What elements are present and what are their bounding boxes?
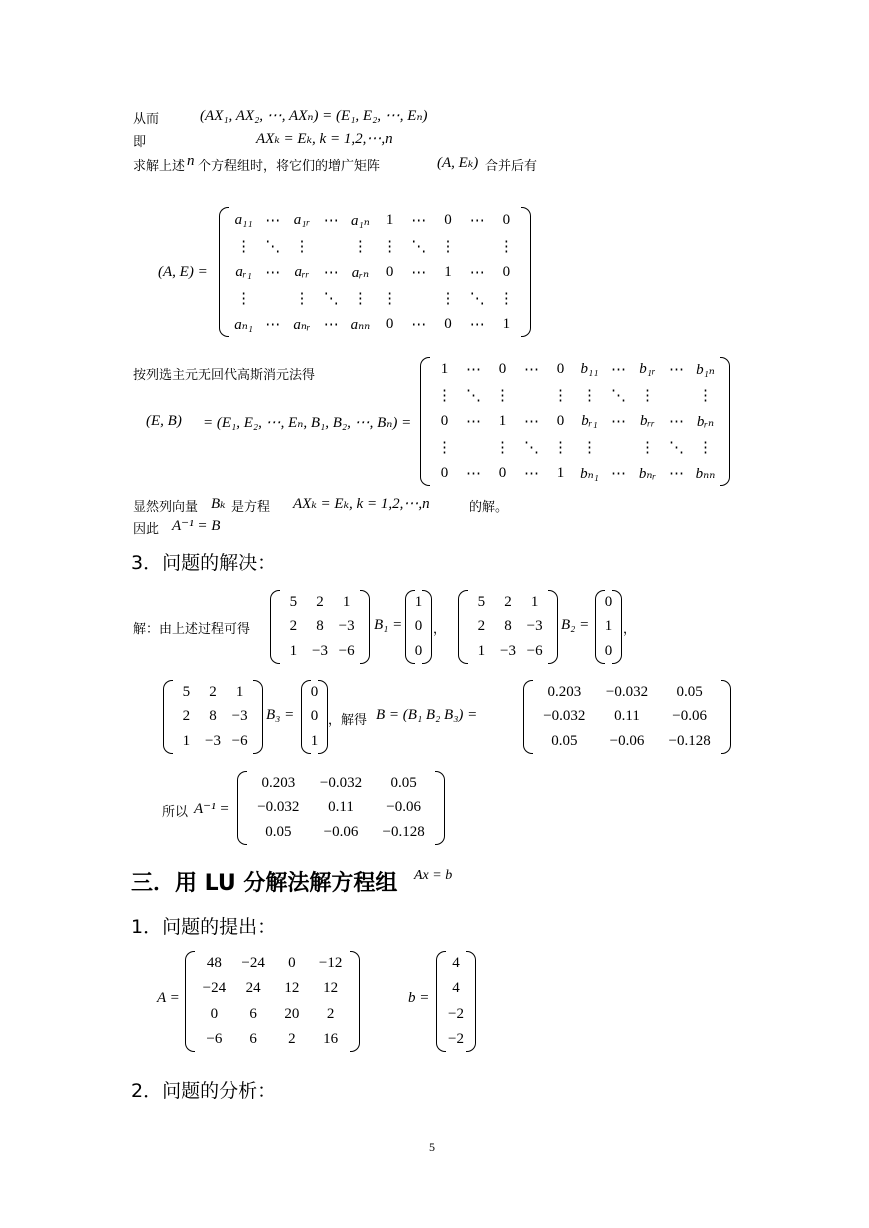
matrix-cell: 1: [530, 593, 539, 610]
text-col-c: 的解。: [469, 500, 509, 515]
matrix-cell: ⋮: [440, 238, 456, 255]
matrix-cell: −0.032: [257, 799, 300, 816]
matrix-cell: ⋯: [669, 362, 684, 379]
matrix-cell: 0.11: [328, 799, 354, 816]
matrix-cell: −3: [338, 618, 355, 635]
matrix-cell: aₙ₁: [234, 316, 253, 333]
matrix-cell: 0: [498, 361, 507, 378]
matrix-cell: 1: [235, 683, 244, 700]
section-heading-3: 3．问题的解决：: [131, 552, 277, 574]
matrix-m-2: [458, 590, 558, 664]
matrix-cell: 1: [310, 733, 319, 750]
matrix-cell: 2: [289, 618, 298, 635]
matrix-cell: 12: [284, 980, 300, 997]
matrix-cell: −3: [312, 643, 328, 660]
matrix-m-3: [163, 680, 263, 754]
matrix-cell: [517, 383, 546, 409]
matrix-m-1: [270, 590, 370, 664]
matrix-cell: −2: [448, 1030, 464, 1047]
matrix-cell: ⋯: [611, 362, 626, 379]
matrix-cell: 0: [310, 683, 319, 700]
matrix-cell: 0: [440, 464, 449, 481]
matrix-cell: ⋱: [466, 388, 481, 405]
matrix-cell: −0.128: [668, 733, 711, 750]
matrix-a: [185, 951, 360, 1052]
matrix-cell: bₙ₁: [580, 465, 599, 482]
text-so: 所以: [162, 805, 189, 820]
b-label: b =: [408, 990, 430, 1006]
matrix-cell: b₁ₙ: [696, 362, 715, 379]
matrix-cell: bₙₙ: [695, 465, 716, 482]
b2-label: B₂ =: [561, 617, 590, 633]
matrix-cell: 1: [414, 593, 423, 610]
matrix-cell: 24: [245, 980, 261, 997]
matrix-cell: ⋯: [265, 264, 281, 281]
matrix-cell: aᵣₙ: [351, 264, 370, 281]
matrix-cell: ⋯: [669, 413, 684, 430]
part-three-title: 三．用 LU 分解法解方程组: [131, 871, 398, 896]
matrix-cell: 16: [323, 1030, 339, 1047]
matrix-cell: ⋯: [524, 362, 539, 379]
matrix-cell: ⋮: [582, 439, 597, 456]
matrix-cell: ⋮: [498, 290, 514, 307]
matrix-cell: aₙᵣ: [293, 316, 311, 333]
matrix-cell: 0: [604, 643, 613, 660]
matrix-cell: [317, 233, 346, 259]
comma-2: ，: [623, 622, 637, 637]
matrix-cell: 4: [452, 955, 460, 972]
matrix-cell: b₁₁: [580, 361, 599, 378]
matrix-cell: 1: [556, 464, 565, 481]
matrix-cell: 0: [444, 315, 452, 332]
matrix-cell: 2: [182, 708, 191, 725]
matrix-cell: 0: [556, 361, 565, 378]
matrix-cell: 0: [444, 211, 452, 228]
eq-b-def: B = (B₁ B₂ B₃) =: [376, 707, 478, 723]
matrix-cell: ⋮: [553, 439, 568, 456]
matrix-cell: −2: [448, 1005, 464, 1022]
matrix-cell: ⋮: [640, 388, 655, 405]
text-solve-get: ，解得: [328, 713, 368, 728]
matrix-cell: −3: [500, 643, 516, 660]
matrix-cell: 1: [477, 643, 486, 660]
eq-ax-equals-e: (AX₁, AX₂, ⋯, AXₙ) = (E₁, E₂, ⋯, Eₙ): [200, 108, 428, 124]
matrix-cell: ⋮: [440, 290, 456, 307]
matrix-cell: ⋱: [524, 439, 539, 456]
matrix-cell: ⋮: [640, 439, 655, 456]
matrix-cell: ⋯: [524, 413, 539, 430]
matrix-cell: 0: [498, 464, 507, 481]
matrix-cell: ⋯: [466, 413, 481, 430]
matrix-cell: 0.05: [265, 824, 292, 841]
matrix-cell: a₁₁: [234, 211, 253, 228]
matrix-cell: 5: [182, 683, 191, 700]
matrix-cell: 8: [504, 618, 512, 635]
text-gauss: 按列选主元无回代高斯消元法得: [133, 368, 316, 383]
matrix-cell: −0.032: [543, 708, 586, 725]
matrix-cell: 48: [206, 955, 222, 972]
matrix-cell: ⋮: [236, 290, 252, 307]
matrix-cell: 5: [477, 593, 486, 610]
matrix-cell: 1: [502, 315, 511, 332]
vector-e2: [595, 590, 622, 664]
matrix-cell: 1: [498, 412, 507, 429]
matrix-cell: 0: [604, 593, 613, 610]
matrix-cell: −6: [206, 1030, 223, 1047]
matrix-cell: ⋮: [352, 238, 368, 255]
matrix-cell: ⋮: [382, 238, 398, 255]
matrix-cell: 8: [209, 708, 217, 725]
matrix-cell: ⋮: [437, 388, 452, 405]
eq-augmented: (A, Eₖ): [437, 155, 479, 171]
matrix-cell: ⋯: [524, 465, 539, 482]
matrix-cell: 0.203: [261, 774, 296, 791]
matrix-cell: ⋮: [294, 290, 310, 307]
text-solve-a: 求解上述: [133, 159, 186, 174]
matrix-cell: ⋯: [466, 362, 481, 379]
matrix-cell: −24: [202, 980, 227, 997]
matrix-cell: 1: [289, 643, 298, 660]
matrix-eb: [420, 357, 730, 486]
matrix-cell: ⋯: [323, 212, 339, 229]
matrix-cell: ⋱: [411, 238, 427, 255]
page-number: 5: [429, 1140, 435, 1154]
ae-label: (A, E) =: [158, 264, 208, 280]
matrix-cell: 2: [288, 1030, 296, 1047]
matrix-cell: 20: [284, 1005, 300, 1022]
matrix-cell: −6: [231, 733, 248, 750]
eq-ax-b: Ax = b: [414, 868, 453, 883]
matrix-cell: 2: [209, 683, 217, 700]
matrix-cell: ⋱: [469, 290, 485, 307]
matrix-cell: ⋯: [411, 212, 427, 229]
matrix-cell: 0.11: [614, 708, 640, 725]
text-col-a: 显然列向量: [133, 500, 199, 515]
matrix-cell: ⋮: [382, 290, 398, 307]
matrix-cell: 1: [440, 361, 449, 378]
matrix-cell: ⋱: [669, 439, 684, 456]
matrix-cell: ⋮: [294, 238, 310, 255]
matrix-cell: 2: [477, 618, 486, 635]
matrix-cell: 6: [249, 1005, 257, 1022]
vector-e1: [405, 590, 432, 664]
matrix-cell: [604, 434, 633, 460]
matrix-ae: [219, 207, 531, 337]
matrix-a-inverse: [237, 771, 445, 845]
matrix-cell: 8: [316, 618, 324, 635]
b1-label: B₁ =: [374, 617, 403, 633]
matrix-cell: −0.032: [319, 774, 363, 791]
matrix-cell: ⋱: [323, 290, 339, 307]
matrix-cell: 0: [310, 708, 319, 725]
matrix-cell: bᵣ₁: [581, 412, 598, 429]
matrix-cell: −3: [526, 618, 543, 635]
matrix-cell: 0: [288, 955, 296, 972]
comma-1: ，: [433, 622, 447, 637]
matrix-cell: [662, 383, 691, 409]
vector-e3: [301, 680, 328, 754]
matrix-cell: b₁ᵣ: [639, 361, 656, 378]
heading-problem-statement: 1．问题的提出：: [131, 916, 277, 938]
var-n: n: [187, 153, 195, 169]
matrix-cell: [258, 285, 287, 311]
matrix-cell: ⋮: [236, 238, 252, 255]
text-ji: 即: [133, 135, 147, 150]
matrix-cell: ⋯: [469, 264, 485, 281]
matrix-cell: 0.05: [390, 774, 417, 791]
matrix-cell: ⋱: [611, 388, 626, 405]
matrix-cell: aᵣ₁: [235, 263, 252, 280]
matrix-cell: −0.06: [323, 824, 359, 841]
matrix-cell: ⋯: [669, 465, 684, 482]
matrix-cell: ⋮: [495, 439, 510, 456]
matrix-cell: ⋯: [265, 316, 281, 333]
ainv-label: A⁻¹ =: [194, 801, 230, 817]
matrix-cell: ⋯: [611, 465, 626, 482]
matrix-cell: a₁ₙ: [351, 212, 370, 229]
matrix-cell: ⋯: [611, 413, 626, 430]
matrix-cell: bᵣₙ: [696, 413, 715, 430]
matrix-cell: 1: [342, 593, 351, 610]
matrix-cell: ⋯: [469, 316, 485, 333]
vector-b: [436, 951, 476, 1052]
matrix-cell: 6: [249, 1030, 257, 1047]
matrix-cell: −3: [205, 733, 221, 750]
matrix-cell: ⋯: [411, 316, 427, 333]
eq-axk: AXₖ = Eₖ, k = 1,2,⋯,n: [256, 131, 393, 147]
matrix-cell: ⋯: [323, 264, 339, 281]
matrix-cell: 12: [323, 980, 339, 997]
matrix-cell: −0.06: [609, 733, 645, 750]
matrix-cell: 0: [385, 263, 394, 280]
text-solution: 解：由上述过程可得: [133, 622, 251, 637]
matrix-cell: ⋮: [495, 388, 510, 405]
matrix-cell: 5: [289, 593, 298, 610]
matrix-cell: ⋮: [698, 439, 713, 456]
matrix-cell: −24: [241, 955, 265, 972]
matrix-cell: ⋮: [498, 238, 514, 255]
text-solve-c: 合并后有: [485, 159, 538, 174]
matrix-cell: 0: [385, 315, 394, 332]
matrix-cell: 1: [385, 211, 394, 228]
eq-ainv-b: A⁻¹ = B: [172, 518, 221, 534]
matrix-cell: 0: [414, 618, 423, 635]
matrix-cell: ⋯: [411, 264, 427, 281]
matrix-cell: a₁ᵣ: [293, 211, 311, 228]
matrix-cell: 0: [502, 263, 511, 280]
matrix-cell: ⋯: [469, 212, 485, 229]
eb-expansion: = (E₁, E₂, ⋯, Eₙ, B₁, B₂, ⋯, Bₙ) =: [203, 415, 412, 431]
matrix-cell: 1: [604, 618, 613, 635]
matrix-cell: bᵣᵣ: [640, 412, 655, 429]
text-col-b: 是方程: [231, 500, 271, 515]
matrix-cell: ⋯: [265, 212, 281, 229]
matrix-cell: 0.203: [547, 683, 582, 700]
matrix-cell: 0: [440, 412, 449, 429]
eq-col: AXₖ = Eₖ, k = 1,2,⋯,n: [293, 496, 430, 512]
matrix-cell: −3: [231, 708, 248, 725]
matrix-cell: −0.032: [605, 683, 649, 700]
matrix-cell: 1: [182, 733, 191, 750]
matrix-b-inverse: [523, 680, 731, 754]
matrix-cell: ⋮: [553, 388, 568, 405]
matrix-cell: −0.06: [386, 799, 422, 816]
matrix-cell: aₙₙ: [350, 316, 371, 333]
matrix-cell: 4: [452, 980, 460, 997]
matrix-cell: aᵣᵣ: [294, 263, 310, 280]
matrix-cell: ⋮: [582, 388, 597, 405]
matrix-cell: −6: [526, 643, 543, 660]
b3-label: B₃ =: [266, 707, 295, 723]
matrix-cell: [459, 434, 488, 460]
text-solve-b: 个方程组时，将它们的增广矩阵: [198, 159, 381, 174]
matrix-cell: [463, 233, 492, 259]
matrix-cell: ⋯: [466, 465, 481, 482]
var-bk: Bₖ: [211, 496, 226, 512]
matrix-cell: 0: [210, 1005, 219, 1022]
a-label: A =: [157, 990, 180, 1006]
matrix-cell: −6: [338, 643, 355, 660]
matrix-cell: 0.05: [676, 683, 703, 700]
matrix-cell: 0: [414, 643, 423, 660]
matrix-cell: 2: [504, 593, 512, 610]
matrix-cell: 2: [326, 1005, 335, 1022]
matrix-cell: 1: [444, 263, 452, 280]
matrix-cell: 2: [316, 593, 324, 610]
matrix-cell: ⋮: [352, 290, 368, 307]
heading-problem-analysis: 2．问题的分析：: [131, 1080, 277, 1102]
matrix-cell: −0.128: [382, 824, 425, 841]
matrix-cell: 0: [556, 412, 565, 429]
matrix-cell: 0: [502, 211, 511, 228]
matrix-cell: ⋯: [323, 316, 339, 333]
matrix-cell: ⋱: [265, 238, 281, 255]
text-conger: 从而: [133, 112, 160, 127]
text-therefore: 因此: [133, 522, 160, 537]
matrix-cell: ⋮: [698, 388, 713, 405]
matrix-cell: 0.05: [551, 733, 578, 750]
matrix-cell: −0.06: [672, 708, 708, 725]
matrix-cell: bₙᵣ: [638, 465, 657, 482]
eb-label: (E, B): [146, 413, 182, 429]
matrix-cell: ⋮: [437, 439, 452, 456]
matrix-cell: [404, 285, 433, 311]
matrix-cell: −12: [318, 955, 343, 972]
